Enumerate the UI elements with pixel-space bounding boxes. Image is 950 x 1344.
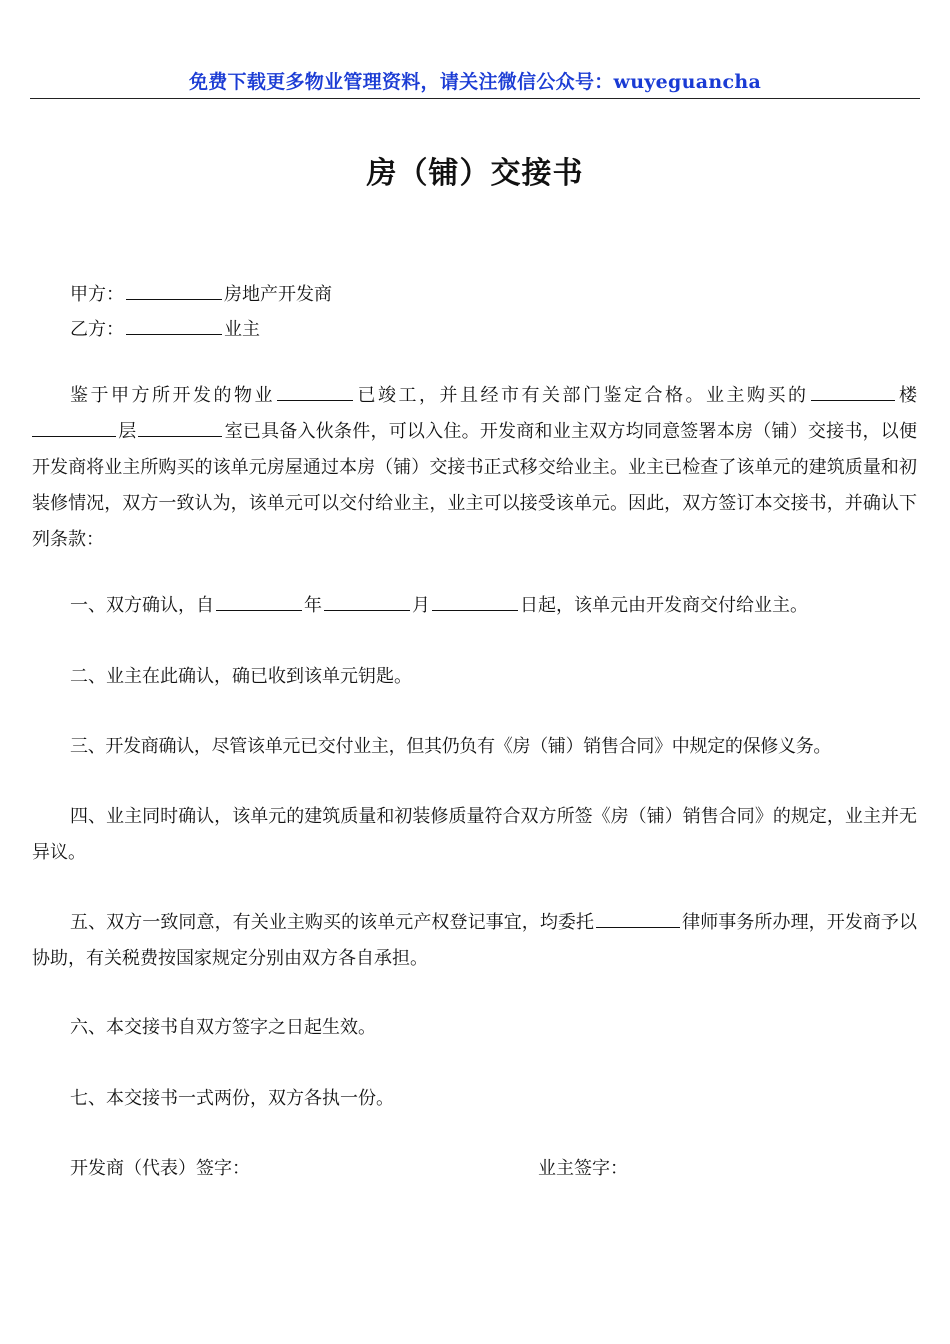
clause-1-text-d: 日起，该单元由开发商交付给业主。 xyxy=(520,595,808,616)
owner-signature-label: 业主签字： xyxy=(538,1158,628,1179)
clause-1-text-b: 年 xyxy=(304,595,322,616)
clause-4: 四、业主同时确认，该单元的建筑质量和初装修质量符合双方所签《房（铺）销售合同》的规定，业主并无异议。 xyxy=(32,806,917,863)
developer-signature-label: 开发商（代表）签字： xyxy=(70,1158,250,1179)
clause-1-text-a: 一、双方确认，自 xyxy=(70,595,214,616)
party-b-label: 乙方： xyxy=(70,319,124,340)
law-firm-blank[interactable] xyxy=(596,909,680,928)
clause-5-text-b: 律师事务所办理，开发商予以协助，有关税费按国家规定分别由双方各自承担。 xyxy=(32,912,918,969)
preamble-text-5: 室已具备入伙条件，可以入住。开发商和业主双方均同意签署本房（铺）交接书，以便开发商将业主所购买的该单元房屋通过本房（铺）交接书正式移交给业主。业主已检查了该单元的建筑质量和初装修情况，双方一致认为，该单元可以交付给业主，业主可以接受该单元。因此，双方签订本交接书，并确认下列条款： xyxy=(32,421,917,550)
party-a-role: 房地产开发商 xyxy=(224,284,332,305)
party-b-role: 业主 xyxy=(224,319,260,340)
day-blank[interactable] xyxy=(432,592,518,611)
party-a-label: 甲方： xyxy=(70,284,124,305)
preamble-text-4: 层 xyxy=(118,421,137,442)
clause-7: 七、本交接书一式两份，双方各执一份。 xyxy=(70,1088,394,1109)
preamble-paragraph xyxy=(32,378,917,558)
clause-1-text-c: 月 xyxy=(412,595,430,616)
preamble-text-3: 楼 xyxy=(896,385,917,406)
year-blank[interactable] xyxy=(216,592,302,611)
clause-1 xyxy=(32,588,917,624)
party-b-blank[interactable] xyxy=(126,316,222,335)
preamble-text-1: 鉴于甲方所开发的物业 xyxy=(70,385,275,406)
header-text: 免费下载更多物业管理资料，请关注微信公众号：wuyeguancha xyxy=(188,71,762,93)
party-b-line xyxy=(70,316,260,341)
clause-5-text-a: 五、双方一致同意，有关业主购买的该单元产权登记事宜，均委托 xyxy=(70,912,595,933)
document-title: 房（铺）交接书 xyxy=(366,156,584,191)
floor-blank[interactable] xyxy=(32,418,116,437)
building-blank[interactable] xyxy=(811,382,895,401)
clause-6: 六、本交接书自双方签字之日起生效。 xyxy=(70,1017,376,1038)
clause-2: 二、业主在此确认，确已收到该单元钥匙。 xyxy=(70,666,412,687)
clause-5 xyxy=(32,905,917,977)
clause-3: 三、开发商确认，尽管该单元已交付业主，但其仍负有《房（铺）销售合同》中规定的保修义务。 xyxy=(70,736,832,757)
preamble-text-2: 已竣工，并且经市有关部门鉴定合格。业主购买的 xyxy=(355,385,809,406)
month-blank[interactable] xyxy=(324,592,410,611)
party-a-line xyxy=(70,281,332,306)
party-a-blank[interactable] xyxy=(126,281,222,300)
property-name-blank[interactable] xyxy=(277,382,353,401)
page-header-banner xyxy=(30,66,920,99)
room-blank[interactable] xyxy=(138,418,222,437)
